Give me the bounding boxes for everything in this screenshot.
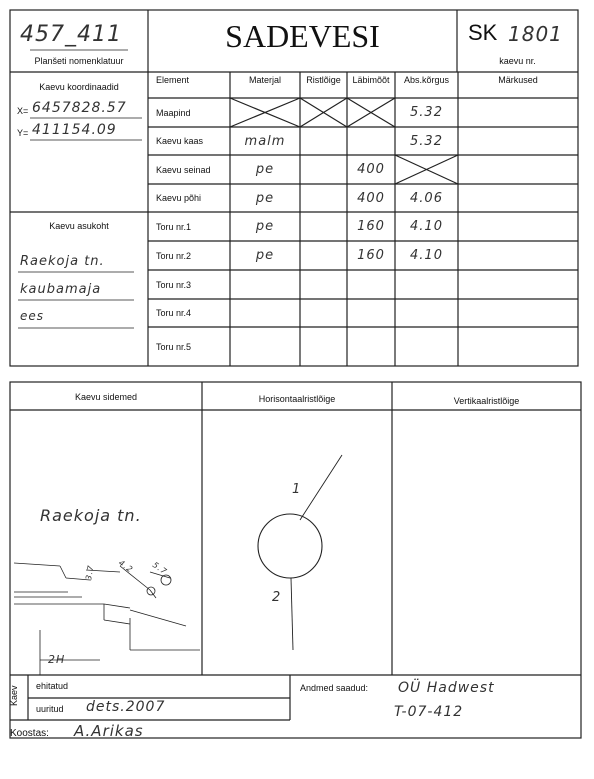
row-diameter-value: [347, 98, 395, 127]
location-label: Kaevu asukoht: [49, 221, 109, 231]
row-section-value: [300, 155, 347, 184]
row-diameter-value: 160: [357, 219, 385, 234]
row-notes-value: [458, 270, 578, 299]
data-source-label: Andmed saadud:: [300, 683, 369, 693]
row-elevation-value: 5.32: [410, 133, 443, 149]
row-diameter-value: [347, 299, 395, 327]
pipe-1-label: 1: [292, 482, 302, 497]
row-notes-value: [458, 155, 578, 184]
location-line-2: kaubamaja: [20, 282, 102, 297]
row-material-value: pe: [255, 162, 275, 177]
data-source-ref: T-07-412: [394, 704, 464, 720]
sheet-number: 457_411: [20, 22, 122, 47]
location-line-1: Raekoja tn.: [20, 254, 105, 269]
row-material-value: pe: [255, 190, 275, 206]
built-label: ehitatud: [36, 681, 69, 691]
y-label: Y=: [17, 128, 29, 138]
page-title: SADEVESI: [225, 18, 380, 54]
col-header-elevation: Abs.kõrgus: [403, 75, 450, 85]
sketch-col-connections: Kaevu sidemed: [74, 392, 138, 402]
col-header-notes: Märkused: [498, 75, 538, 85]
sketch-street-name: Raekoja tn.: [40, 506, 142, 525]
row-section-value: [300, 98, 347, 127]
row-section-value: [300, 241, 347, 270]
well-number-label: kaevu nr.: [499, 56, 536, 66]
row-section-value: [300, 270, 347, 299]
row-element-label: Toru nr.1: [156, 221, 192, 232]
row-elevation-value: [395, 270, 458, 299]
sketch-dim-b: 4.2: [116, 558, 135, 575]
row-diameter-value: 160: [357, 248, 385, 263]
row-elevation-value: [395, 155, 458, 184]
row-material-value: [230, 270, 300, 299]
well-number: 1801: [508, 22, 563, 46]
coords-label: Kaevu koordinaadid: [39, 82, 119, 92]
row-notes-value: [458, 98, 578, 127]
col-header-material: Materjal: [248, 75, 281, 85]
surveyed-value: dets.2007: [86, 699, 166, 715]
sketch-dim-c: 5.7: [150, 560, 169, 577]
y-value: 411154.09: [32, 122, 117, 138]
row-material-value: pe: [255, 219, 275, 234]
row-element-label: Toru nr.4: [156, 308, 192, 318]
row-elevation-value: 4.10: [410, 219, 443, 234]
surveyed-label: uuritud: [36, 704, 64, 714]
row-material-value: [230, 98, 300, 127]
row-notes-value: [458, 212, 578, 241]
row-notes-value: [458, 184, 578, 212]
row-material-value: [230, 327, 300, 366]
x-value: 6457828.57: [32, 100, 127, 116]
row-section-value: [300, 327, 347, 366]
row-notes-value: [458, 127, 578, 155]
row-diameter-value: [347, 127, 395, 155]
pipe-2-label: 2: [272, 590, 282, 605]
row-material-value: pe: [255, 248, 275, 263]
row-diameter-value: 400: [357, 162, 385, 177]
row-element-label: Maapind: [156, 107, 191, 118]
row-diameter-value: [347, 270, 395, 299]
row-elevation-value: 4.06: [410, 190, 443, 206]
row-diameter-value: 400: [357, 190, 385, 206]
row-notes-value: [458, 299, 578, 327]
kaev-label: Kaev: [9, 685, 19, 706]
row-element-label: Toru nr.2: [156, 250, 192, 261]
row-notes-value: [458, 241, 578, 270]
col-header-diameter: Läbimõõt: [352, 75, 390, 85]
row-element-label: Toru nr.5: [156, 341, 192, 352]
sk-prefix: SK: [468, 20, 498, 45]
sketch-house-number: 2H: [48, 653, 66, 666]
row-elevation-value: [395, 327, 458, 366]
row-element-label: Kaevu seinad: [156, 164, 211, 175]
sketch-dim-a: 3.7: [84, 563, 96, 582]
row-elevation-value: [395, 299, 458, 327]
row-section-value: [300, 127, 347, 155]
row-diameter-value: [347, 327, 395, 366]
sheet-label: Planšeti nomenklatuur: [34, 56, 124, 66]
row-section-value: [300, 299, 347, 327]
author-value: A.Arikas: [74, 722, 144, 740]
row-elevation-value: 5.32: [410, 105, 443, 120]
row-element-label: Toru nr.3: [156, 279, 192, 290]
row-section-value: [300, 212, 347, 241]
location-line-3: ees: [20, 309, 45, 323]
row-material-value: [230, 299, 300, 327]
data-source-value: OÜ Hadwest: [398, 680, 495, 696]
row-material-value: malm: [244, 133, 286, 149]
row-notes-value: [458, 327, 578, 366]
sketch-col-horizontal: Horisontaalristlõige: [258, 394, 336, 404]
author-label: Koostas:: [10, 728, 49, 739]
col-header-element: Element: [156, 75, 190, 85]
x-label: X=: [17, 106, 29, 116]
row-elevation-value: 4.10: [410, 248, 443, 263]
row-section-value: [300, 184, 347, 212]
row-element-label: Kaevu põhi: [156, 193, 202, 203]
row-element-label: Kaevu kaas: [156, 136, 204, 146]
col-header-section: Ristlõige: [306, 75, 341, 85]
sketch-col-vertical: Vertikaalristlõige: [453, 396, 520, 406]
